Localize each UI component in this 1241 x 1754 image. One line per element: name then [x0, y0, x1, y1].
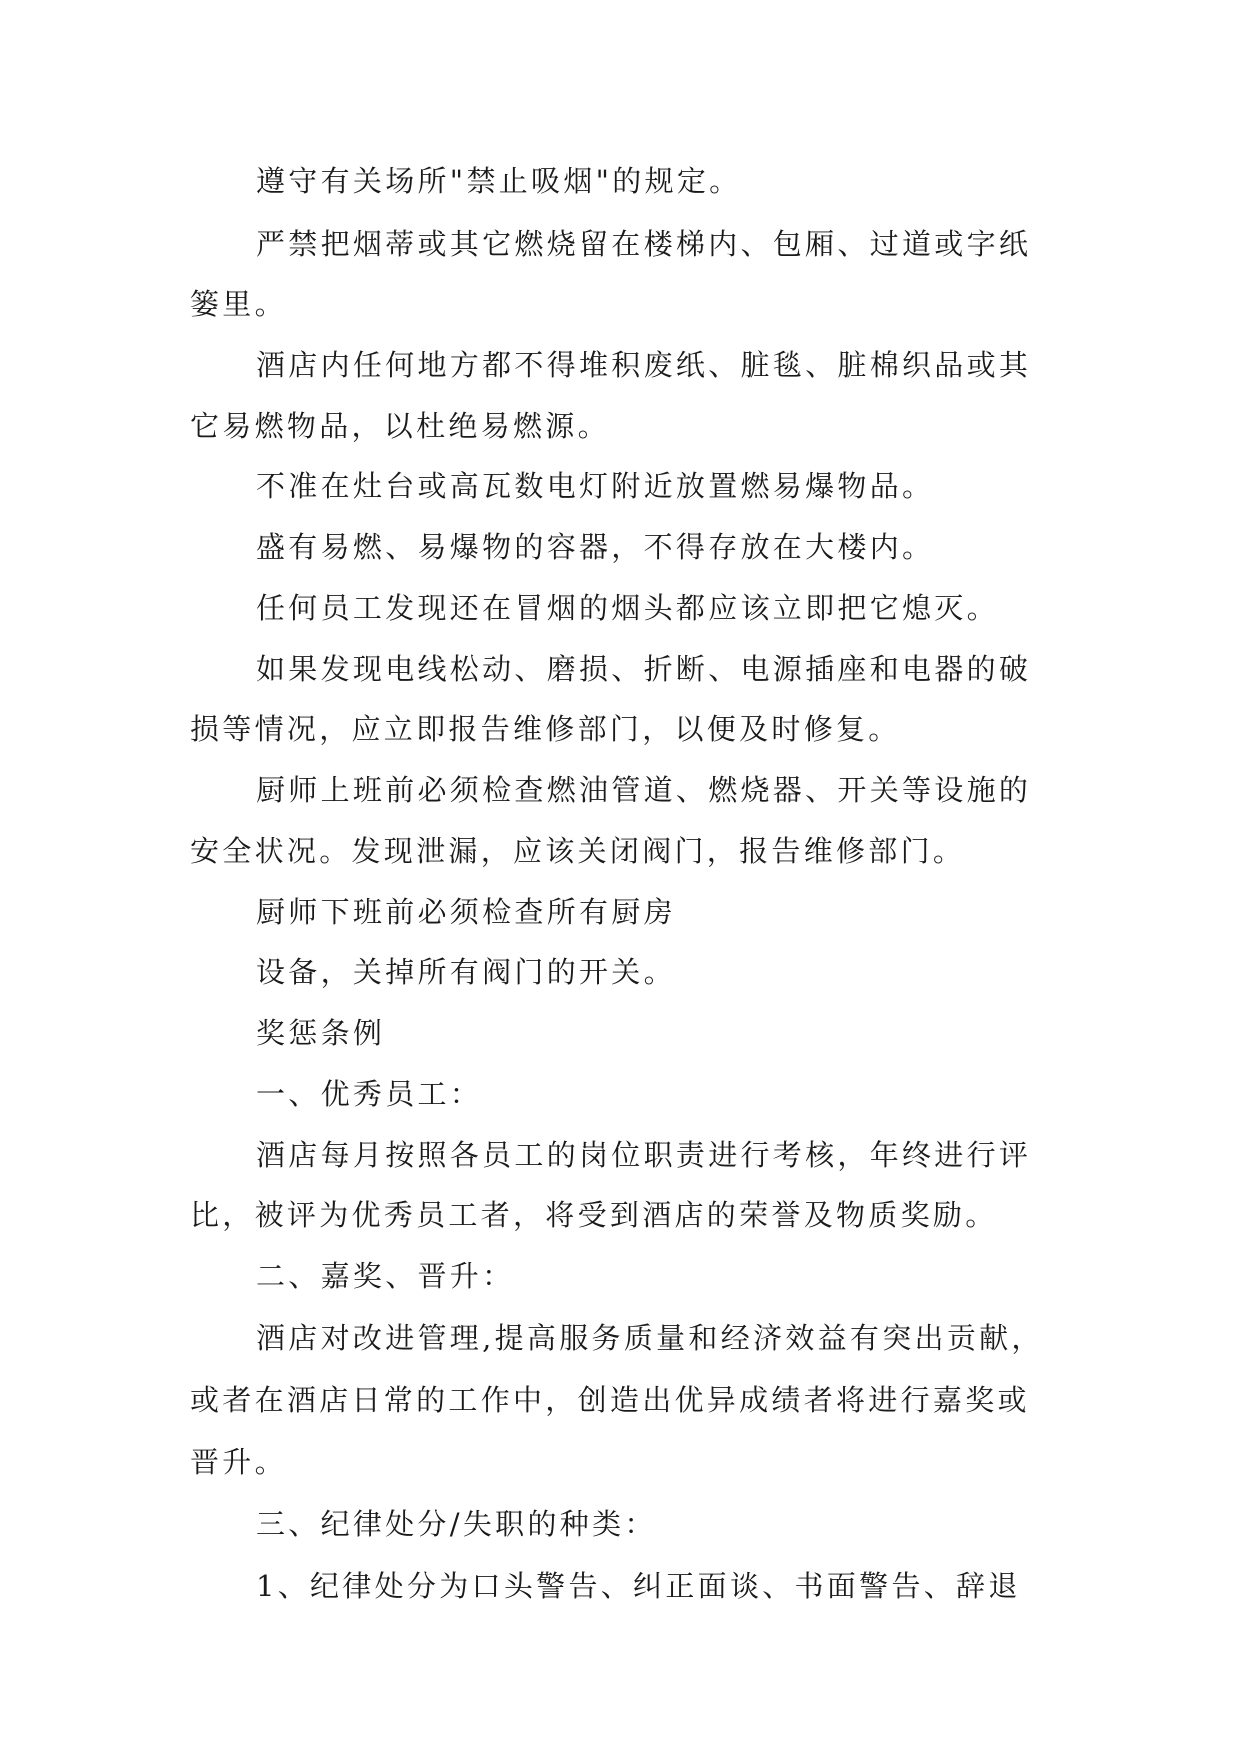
paragraph-line: 损等情况，应立即报告维修部门，以便及时修复。: [190, 712, 901, 746]
paragraph-line: 比，被评为优秀员工者，将受到酒店的荣誉及物质奖励。: [190, 1198, 998, 1232]
paragraph-line: 任何员工发现还在冒烟的烟头都应该立即把它熄灭。: [256, 591, 999, 625]
section-heading: 二、嘉奖、晋升：: [256, 1259, 515, 1293]
paragraph-line: 安全状况。发现泄漏，应该关闭阀门，报告维修部门。: [190, 834, 966, 868]
paragraph-line: 它易燃物品，以杜绝易燃源。: [190, 409, 610, 443]
section-heading: 三、纪律处分/失职的种类：: [256, 1507, 657, 1541]
paragraph-line: 严禁把烟蒂或其它燃烧留在楼梯内、包厢、过道或字纸: [256, 227, 1032, 261]
paragraph-line: 酒店内任何地方都不得堆积废纸、脏毯、脏棉织品或其: [256, 348, 1032, 382]
section-heading: 奖惩条例: [256, 1016, 386, 1050]
section-heading: 一、优秀员工：: [256, 1077, 483, 1111]
paragraph-line: 如果发现电线松动、磨损、折断、电源插座和电器的破: [256, 652, 1032, 686]
paragraph-line: 酒店每月按照各员工的岗位职责进行考核，年终进行评: [256, 1138, 1032, 1172]
paragraph-line: 1、纪律处分为口头警告、纠正面谈、书面警告、辞退: [256, 1569, 1021, 1603]
paragraph-line: 晋升。: [190, 1445, 287, 1479]
paragraph-line: 厨师下班前必须检查所有厨房: [256, 895, 676, 929]
paragraph-line: 盛有易燃、易爆物的容器，不得存放在大楼内。: [256, 530, 935, 564]
paragraph-line: 不准在灶台或高瓦数电灯附近放置燃易爆物品。: [256, 469, 935, 503]
paragraph-line: 厨师上班前必须检查燃油管道、燃烧器、开关等设施的: [256, 773, 1032, 807]
paragraph-line: 篓里。: [190, 287, 287, 321]
paragraph-line: 或者在酒店日常的工作中，创造出优异成绩者将进行嘉奖或: [190, 1383, 1030, 1417]
paragraph-line: 酒店对改进管理,提高服务质量和经济效益有突出贡献，: [256, 1321, 1044, 1355]
paragraph-line: 设备，关掉所有阀门的开关。: [256, 955, 676, 989]
paragraph-line: 遵守有关场所"禁止吸烟"的规定。: [256, 164, 742, 198]
